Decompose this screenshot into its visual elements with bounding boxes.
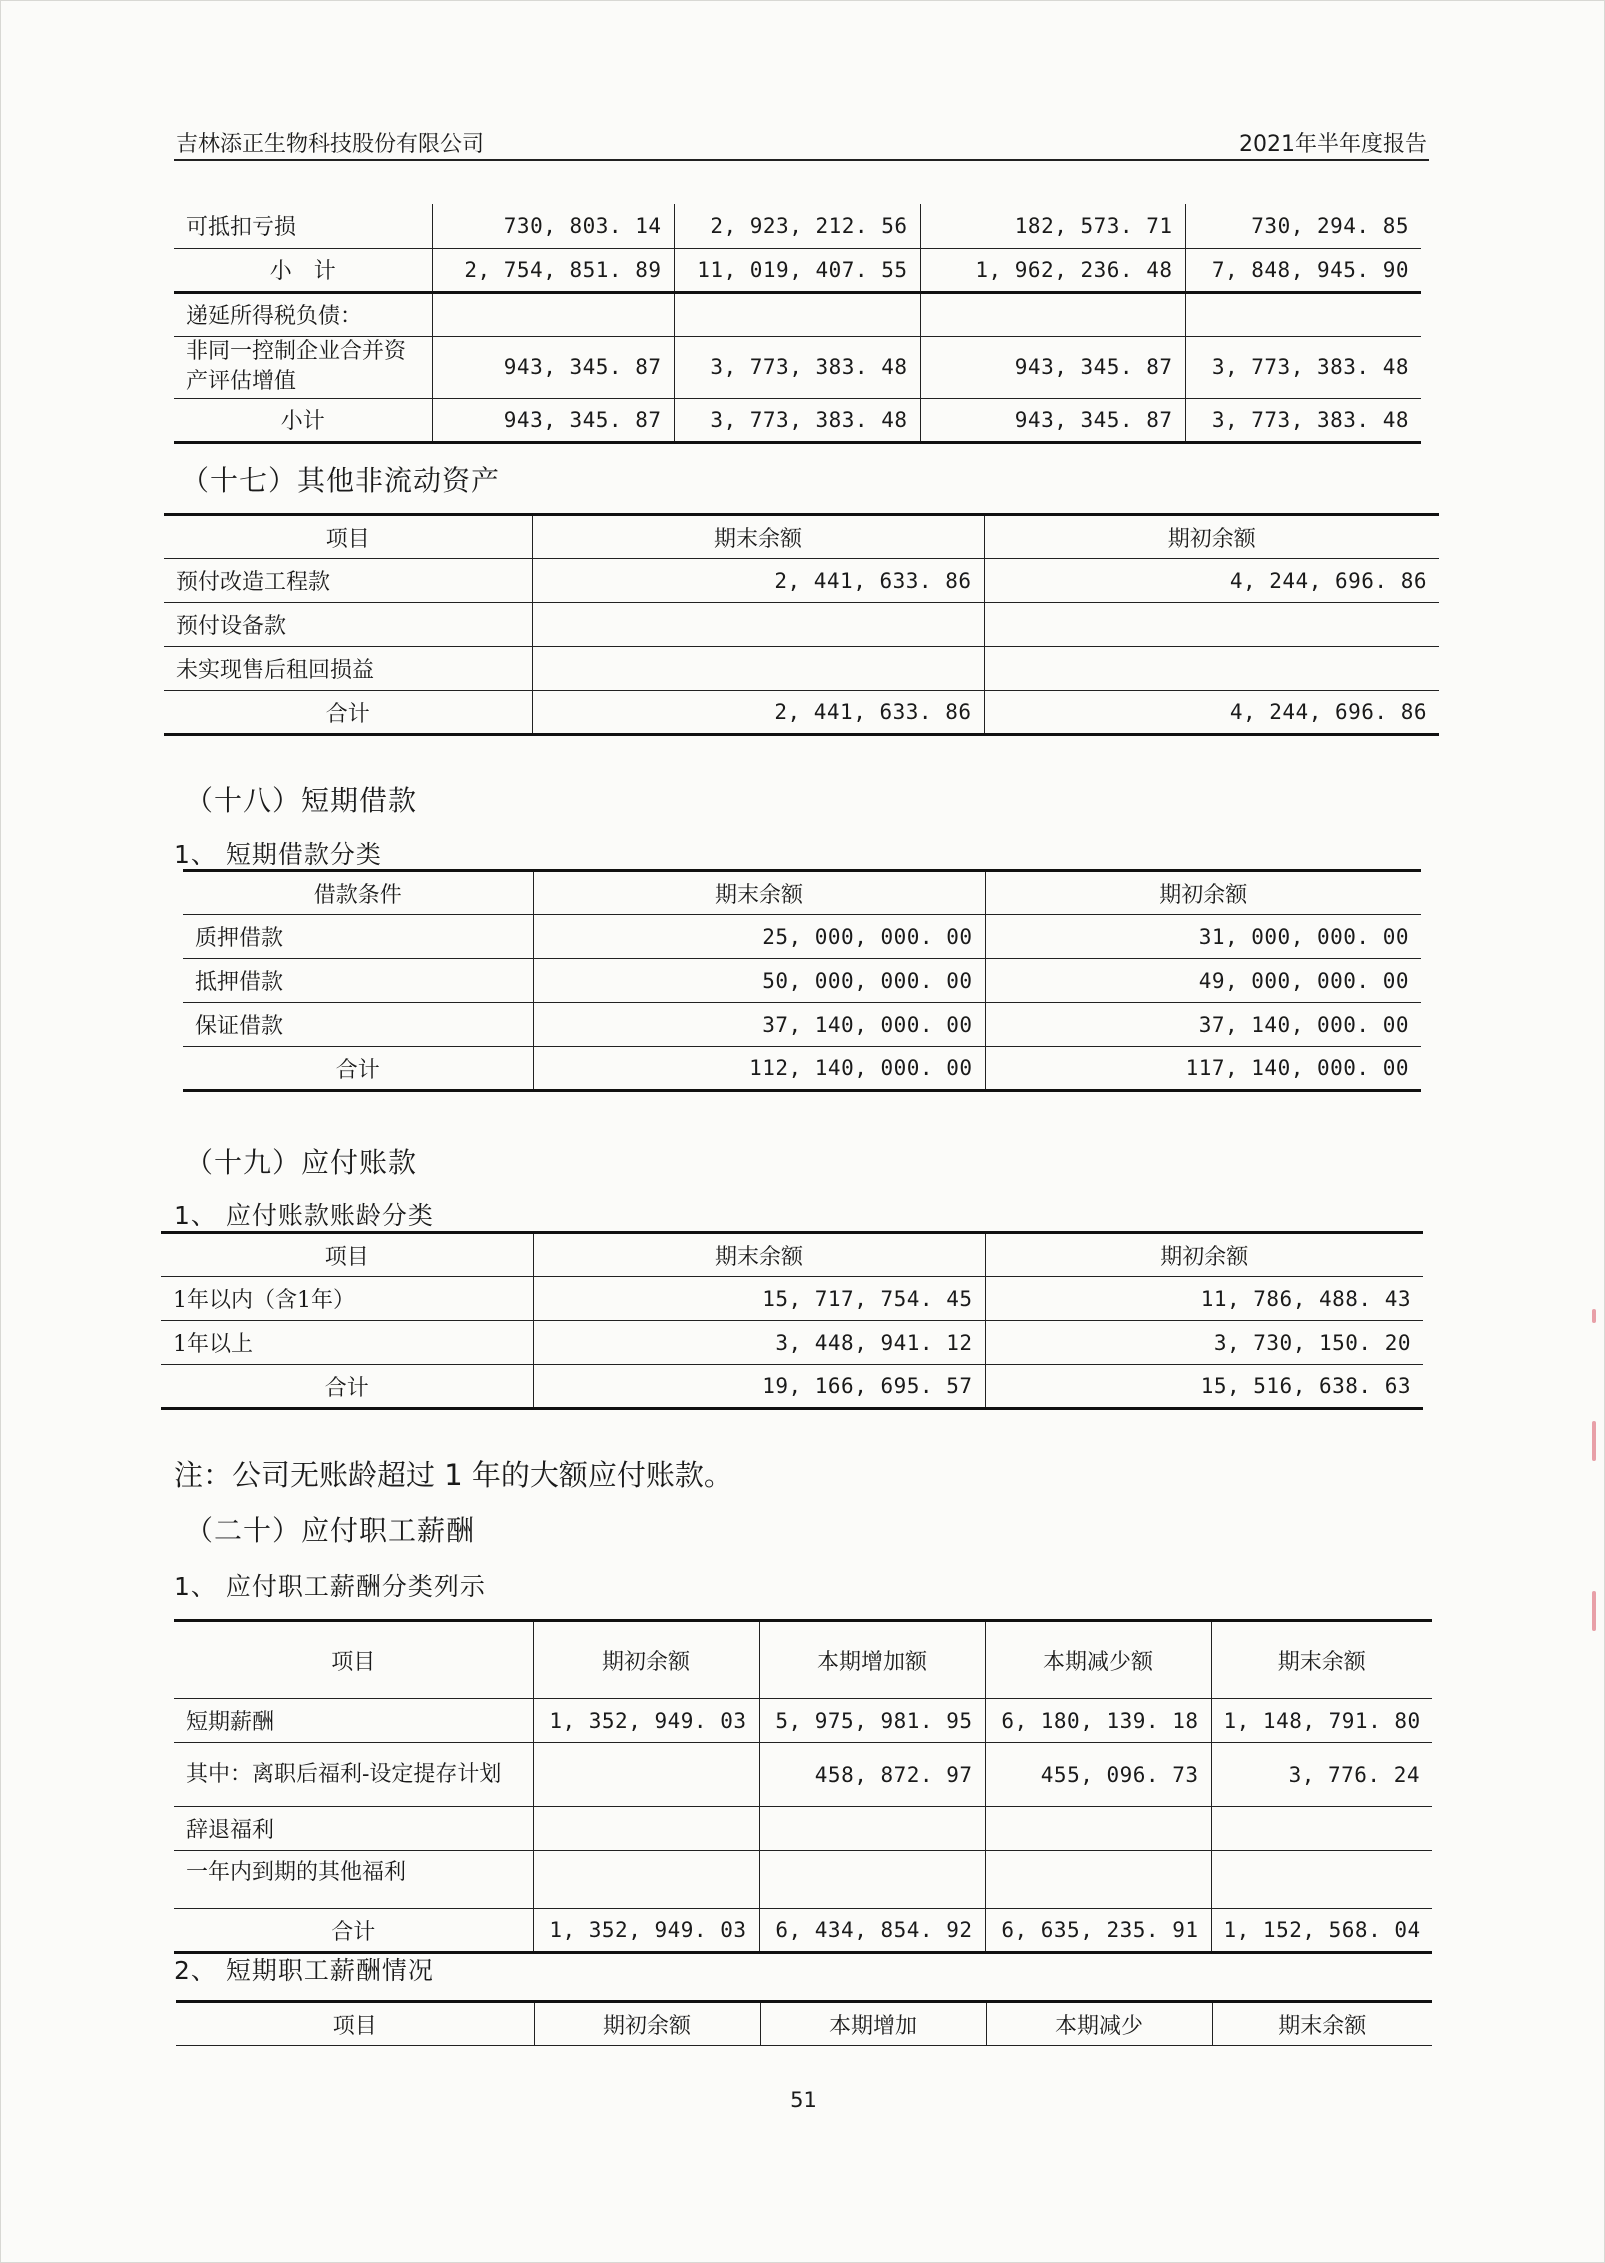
- cell-value: 6, 434, 854. 92: [759, 1909, 985, 1953]
- row-label: 小计: [174, 398, 432, 442]
- cell-value: [1211, 1807, 1432, 1851]
- cell-value: 2, 441, 633. 86: [532, 691, 984, 735]
- table-row: [174, 248, 1421, 292]
- subsection-title: 1、 应付账款账龄分类: [174, 1201, 434, 1230]
- table-row: [164, 691, 1439, 735]
- table-row: [161, 1277, 1423, 1321]
- cell-value: 1, 962, 236. 48: [920, 248, 1185, 292]
- table-row: [183, 959, 1421, 1003]
- row-label: 未实现售后租回损益: [164, 647, 532, 691]
- cell-value: 730, 294. 85: [1185, 204, 1421, 248]
- cell-value: 112, 140, 000. 00: [533, 1047, 985, 1091]
- table-row: [174, 1807, 1432, 1851]
- row-label: 短期薪酬: [174, 1699, 533, 1743]
- cell-value: 15, 516, 638. 63: [985, 1365, 1423, 1409]
- cell-value: [432, 292, 674, 336]
- cell-value: [533, 1743, 759, 1807]
- cell-value: 37, 140, 000. 00: [985, 1003, 1421, 1047]
- row-label: 合计: [164, 691, 532, 735]
- cell-value: 11, 019, 407. 55: [674, 248, 920, 292]
- cell-value: 2, 923, 212. 56: [674, 204, 920, 248]
- table-header-row: [176, 2002, 1432, 2046]
- company-name: 吉林添正生物科技股份有限公司: [176, 132, 485, 157]
- report-title: 2021年半年度报告: [1239, 132, 1427, 157]
- column-header: 期末余额: [533, 1233, 985, 1277]
- column-header: 本期减少: [986, 2002, 1212, 2046]
- subsection-title: 2、 短期职工薪酬情况: [174, 1956, 434, 1985]
- column-header: 本期减少额: [985, 1621, 1211, 1699]
- row-label: 预付设备款: [164, 603, 532, 647]
- accounts-payable-table: [161, 1231, 1423, 1410]
- column-header: 本期增加额: [759, 1621, 985, 1699]
- scan-edge-mark: [1592, 1591, 1596, 1631]
- cell-value: 49, 000, 000. 00: [985, 959, 1421, 1003]
- table-row: [174, 204, 1421, 248]
- cell-value: 1, 352, 949. 03: [533, 1909, 759, 1953]
- cell-value: 11, 786, 488. 43: [985, 1277, 1423, 1321]
- row-label: 1年以上: [161, 1321, 533, 1365]
- cell-value: 6, 635, 235. 91: [985, 1909, 1211, 1953]
- other-noncurrent-assets-table: [164, 513, 1439, 736]
- row-label: 预付改造工程款: [164, 559, 532, 603]
- cell-value: [533, 1807, 759, 1851]
- scan-edge-mark: [1592, 1421, 1596, 1461]
- cell-value: [985, 1807, 1211, 1851]
- cell-value: 455, 096. 73: [985, 1743, 1211, 1807]
- table-row: [164, 559, 1439, 603]
- cell-value: 1, 152, 568. 04: [1211, 1909, 1432, 1953]
- cell-value: [984, 603, 1439, 647]
- column-header: 借款条件: [183, 871, 533, 915]
- row-label: 其中：离职后福利-设定提存计划: [174, 1743, 533, 1807]
- scan-edge-mark: [1592, 1309, 1596, 1323]
- cell-value: 4, 244, 696. 86: [984, 559, 1439, 603]
- deferred-tax-table: [174, 204, 1421, 444]
- cell-value: [1185, 292, 1421, 336]
- short-term-compensation-table: [176, 2000, 1432, 2046]
- cell-value: 458, 872. 97: [759, 1743, 985, 1807]
- cell-value: [985, 1851, 1211, 1909]
- column-header: 期初余额: [985, 871, 1421, 915]
- row-label: 合计: [174, 1909, 533, 1953]
- cell-value: 2, 441, 633. 86: [532, 559, 984, 603]
- cell-value: 730, 803. 14: [432, 204, 674, 248]
- cell-value: 3, 776. 24: [1211, 1743, 1432, 1807]
- cell-value: 3, 448, 941. 12: [533, 1321, 985, 1365]
- cell-value: 5, 975, 981. 95: [759, 1699, 985, 1743]
- cell-value: [759, 1851, 985, 1909]
- cell-value: 6, 180, 139. 18: [985, 1699, 1211, 1743]
- table-header-row: [161, 1233, 1423, 1277]
- column-header: 期初余额: [984, 515, 1439, 559]
- table-row: [174, 1743, 1432, 1807]
- employee-compensation-table: [174, 1619, 1432, 1954]
- table-header-row: [164, 515, 1439, 559]
- table-row: [174, 1699, 1432, 1743]
- cell-value: [532, 603, 984, 647]
- column-header: 项目: [176, 2002, 534, 2046]
- page-number: 51: [790, 2088, 817, 2112]
- table-row: [164, 603, 1439, 647]
- short-term-loans-table: [183, 869, 1421, 1092]
- cell-value: [984, 647, 1439, 691]
- cell-value: 943, 345. 87: [920, 336, 1185, 398]
- table-row: [174, 1909, 1432, 1953]
- column-header: 项目: [161, 1233, 533, 1277]
- cell-value: 3, 773, 383. 48: [1185, 336, 1421, 398]
- section-title: （十九）应付账款: [185, 1146, 418, 1179]
- cell-value: 15, 717, 754. 45: [533, 1277, 985, 1321]
- cell-value: 182, 573. 71: [920, 204, 1185, 248]
- row-label: 小 计: [174, 248, 432, 292]
- section-title: （二十）应付职工薪酬: [185, 1514, 476, 1547]
- cell-value: 3, 773, 383. 48: [674, 398, 920, 442]
- cell-value: [674, 292, 920, 336]
- table-row: [174, 1851, 1432, 1909]
- row-label: 一年内到期的其他福利: [174, 1851, 533, 1909]
- cell-value: 117, 140, 000. 00: [985, 1047, 1421, 1091]
- row-label: 非同一控制企业合并资产评估增值: [174, 336, 432, 398]
- subsection-title: 1、 短期借款分类: [174, 840, 382, 869]
- cell-value: 31, 000, 000. 00: [985, 915, 1421, 959]
- cell-value: 943, 345. 87: [432, 398, 674, 442]
- cell-value: 4, 244, 696. 86: [984, 691, 1439, 735]
- table-row: [164, 647, 1439, 691]
- note-text: 注：公司无账龄超过 1 年的大额应付账款。: [174, 1458, 733, 1492]
- cell-value: 943, 345. 87: [432, 336, 674, 398]
- subsection-title: 1、 应付职工薪酬分类列示: [174, 1572, 486, 1601]
- row-label: 辞退福利: [174, 1807, 533, 1851]
- column-header: 期初余额: [985, 1233, 1423, 1277]
- cell-value: [1211, 1851, 1432, 1909]
- cell-value: 3, 730, 150. 20: [985, 1321, 1423, 1365]
- cell-value: 2, 754, 851. 89: [432, 248, 674, 292]
- column-header: 期末余额: [1211, 1621, 1432, 1699]
- column-header: 期初余额: [534, 2002, 760, 2046]
- table-row: [183, 915, 1421, 959]
- row-label: 抵押借款: [183, 959, 533, 1003]
- table-row: [183, 1047, 1421, 1091]
- cell-value: 1, 352, 949. 03: [533, 1699, 759, 1743]
- column-header: 期末余额: [533, 871, 985, 915]
- row-label: 合计: [183, 1047, 533, 1091]
- section-title: （十八）短期借款: [185, 784, 418, 817]
- row-label: 合计: [161, 1365, 533, 1409]
- column-header: 项目: [174, 1621, 533, 1699]
- cell-value: 25, 000, 000. 00: [533, 915, 985, 959]
- cell-value: 3, 773, 383. 48: [674, 336, 920, 398]
- cell-value: 19, 166, 695. 57: [533, 1365, 985, 1409]
- column-header: 期末余额: [1212, 2002, 1432, 2046]
- cell-value: 1, 148, 791. 80: [1211, 1699, 1432, 1743]
- table-header-row: [174, 1621, 1432, 1699]
- cell-value: 37, 140, 000. 00: [533, 1003, 985, 1047]
- cell-value: [920, 292, 1185, 336]
- table-header-row: [183, 871, 1421, 915]
- table-row: [161, 1365, 1423, 1409]
- row-label: 递延所得税负债：: [174, 292, 432, 336]
- cell-value: 50, 000, 000. 00: [533, 959, 985, 1003]
- column-header: 期末余额: [532, 515, 984, 559]
- table-row: [161, 1321, 1423, 1365]
- row-label: 1年以内（含1年）: [161, 1277, 533, 1321]
- cell-value: [759, 1807, 985, 1851]
- cell-value: 7, 848, 945. 90: [1185, 248, 1421, 292]
- table-row: [183, 1003, 1421, 1047]
- row-label: 可抵扣亏损: [174, 204, 432, 248]
- table-row: [174, 398, 1421, 442]
- page-header: [174, 125, 1429, 161]
- row-label: 保证借款: [183, 1003, 533, 1047]
- cell-value: 943, 345. 87: [920, 398, 1185, 442]
- table-row: [174, 336, 1421, 398]
- cell-value: [533, 1851, 759, 1909]
- column-header: 期初余额: [533, 1621, 759, 1699]
- row-label: 质押借款: [183, 915, 533, 959]
- column-header: 项目: [164, 515, 532, 559]
- section-title: （十七）其他非流动资产: [181, 464, 501, 497]
- column-header: 本期增加: [760, 2002, 986, 2046]
- table-row: [174, 292, 1421, 336]
- cell-value: [532, 647, 984, 691]
- cell-value: 3, 773, 383. 48: [1185, 398, 1421, 442]
